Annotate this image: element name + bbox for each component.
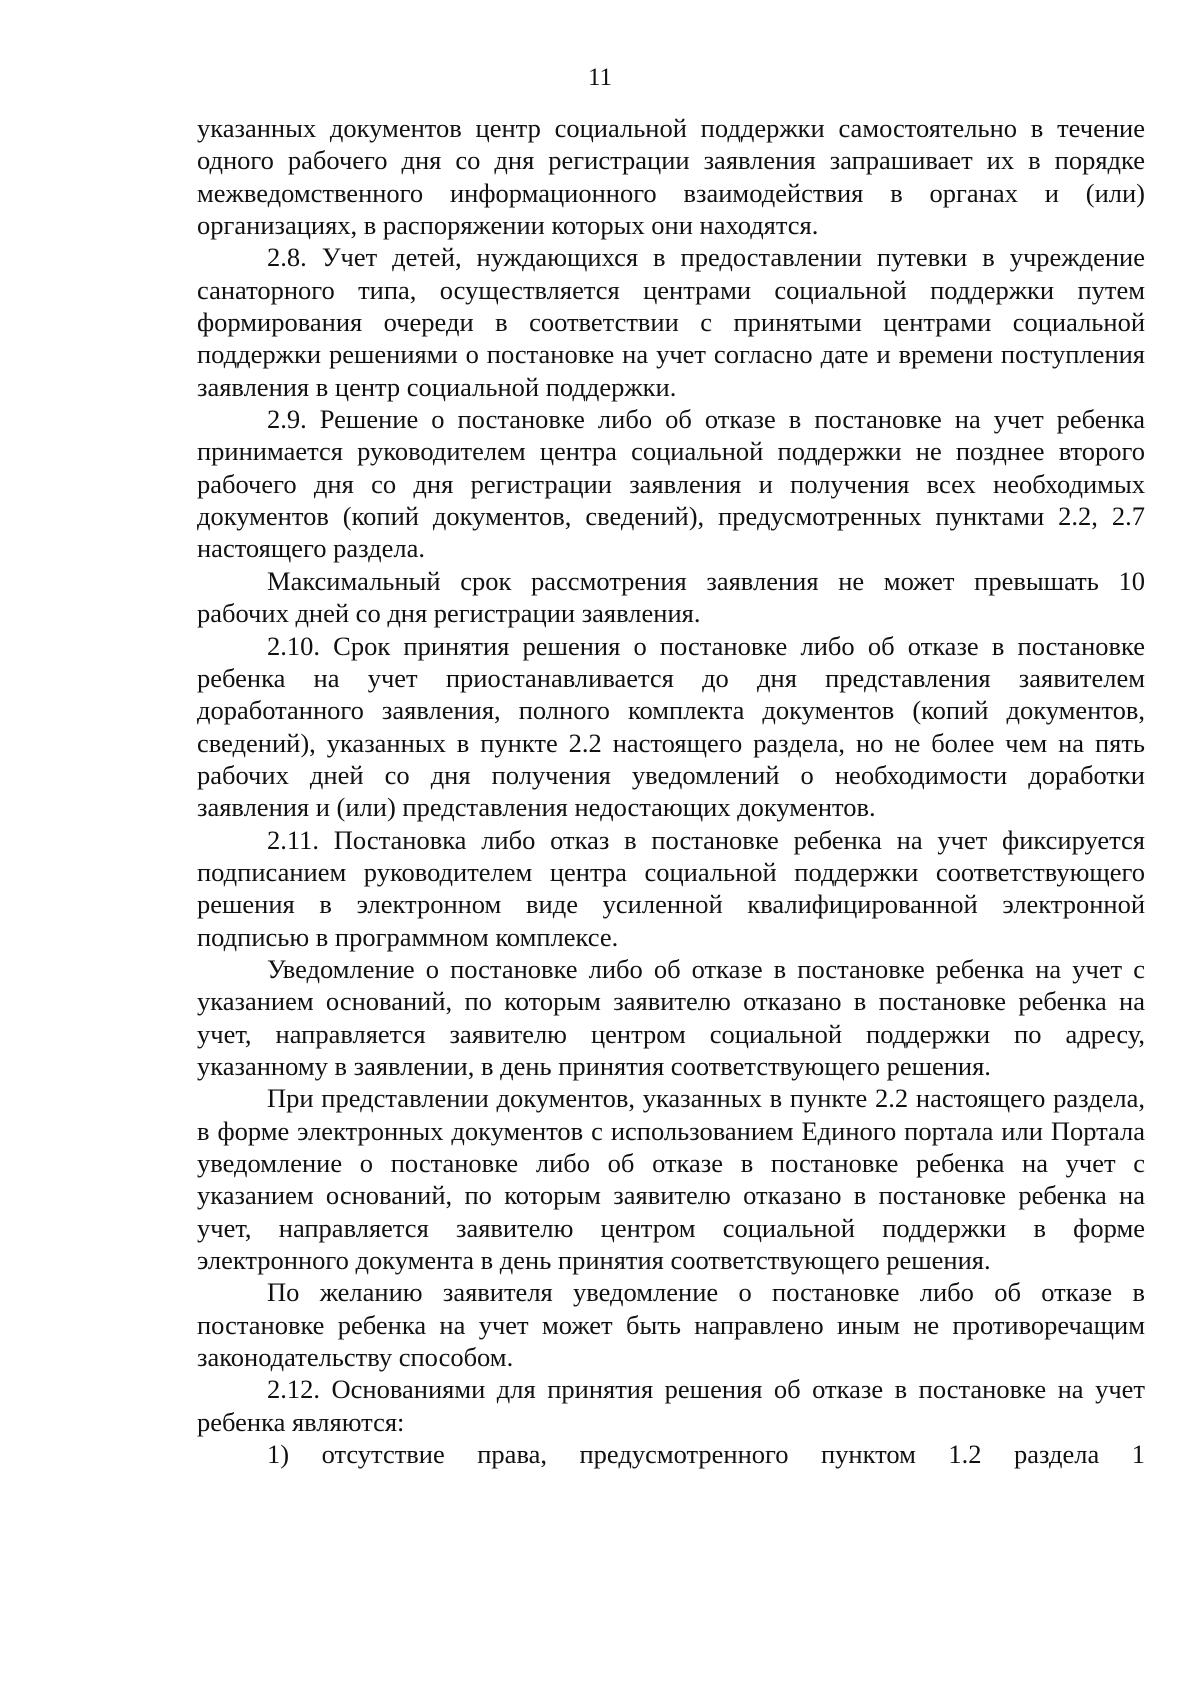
paragraph: 2.10. Срок принятия решения о постановке либо об отказе в постановке ребенка на учет приостанавливается до дня представления заявителем доработанного заявления, полного комплекта документов (копий документов, сведений), указанных в пункте 2.2 настоящего раздела, но не более чем на пять рабочих дней со дня получения уведомлений о необходимости доработки заявления и (или) представления недостающих документов. [197,630,1145,823]
document-body [197,112,1145,1470]
paragraph: 1) отсутствие права, предусмотренного пунктом 1.2 раздела 1 [267,1439,1145,1470]
paragraph: 2.12. Основаниями для принятия решения об отказе в постановке на учет ребенка являются: [197,1374,1145,1437]
page-number: 11 [587,64,613,91]
paragraph: 2.8. Учет детей, нуждающихся в предоставлении путевки в учреждение санаторного типа, осуществляется центрами социальной поддержки путем формирования очереди в соответствии с принятыми центрами социальной поддержки решениями о постановке на учет согласно дате и времени поступления заявления в центр социальной поддержки. [197,242,1145,402]
paragraph: Уведомление о постановке либо об отказе в постановке ребенка на учет с указанием оснований, по которым заявителю отказано в постановке ребенка на учет, направляется заявителю центром социальной поддержки по адресу, указанному в заявлении, в день принятия соответствующего решения. [197,953,1145,1081]
paragraph: 2.9. Решение о постановке либо об отказе в постановке на учет ребенка принимается руководителем центра социальной поддержки не позднее второго рабочего дня со дня регистрации заявления и получения всех необходимых документов (копий документов, сведений), предусмотренных пунктами 2.2, 2.7 настоящего раздела. [197,404,1145,564]
paragraph: При представлении документов, указанных в пункте 2.2 настоящего раздела, в форме электронных документов с использованием Единого портала или Портала уведомление о постановке либо об отказе в постановке ребенка на учет с указанием оснований, по которым заявителю отказано в постановке ребенка на учет, направляется заявителю центром социальной поддержки в форме электронного документа в день принятия соответствующего решения. [197,1083,1145,1276]
paragraph: По желанию заявителя уведомление о постановке либо об отказе в постановке ребенка на учет может быть направлено иным не противоречащим законодательству способом. [197,1277,1145,1373]
paragraph: указанных документов центр социальной поддержки самостоятельно в течение одного рабочего дня со дня регистрации заявления запрашивает их в порядке межведомственного информационного взаимодействия в органах и (или) организациях, в распоряжении которых они находятся. [197,113,1145,241]
paragraph: 2.11. Постановка либо отказ в постановке ребенка на учет фиксируется подписанием руководителем центра социальной поддержки соответствующего решения в электронном виде усиленной квалифицированной электронной подписью в программном комплексе. [197,824,1145,952]
paragraph: Максимальный срок рассмотрения заявления не может превышать 10 рабочих дней со дня регистрации заявления. [197,565,1145,629]
